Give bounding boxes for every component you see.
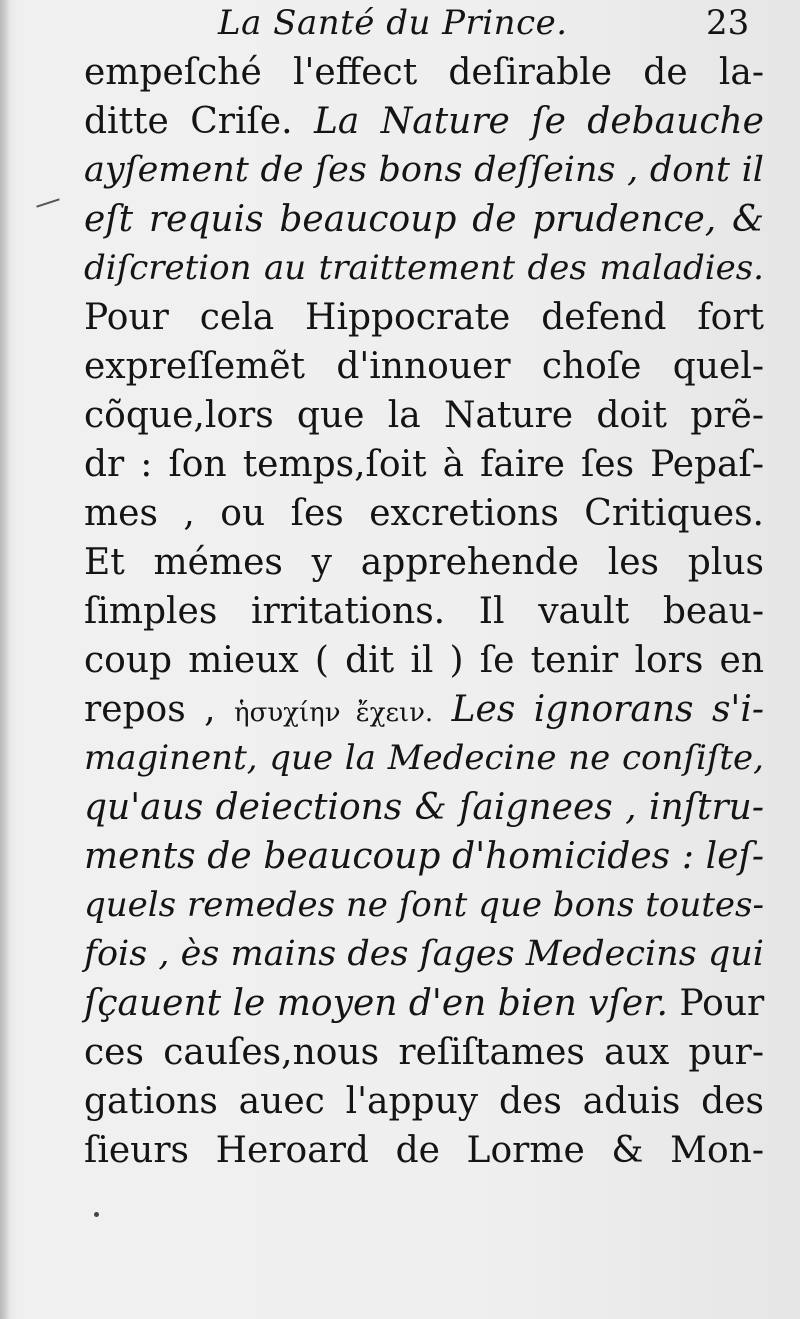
- text-line-5: diſcretion au traittement des maladies.: [84, 248, 764, 288]
- text-line-8: cõque,lors que la Nature doit prẽ-: [84, 395, 764, 436]
- text-line-11: Et mémes y apprehende les plus: [84, 542, 764, 583]
- text-line-6: Pour cela Hippocrate defend fort: [84, 297, 764, 338]
- text-line-21: ces cauſes,nous reſiſtames aux pur-: [84, 1032, 764, 1073]
- greek-phrase: ἡσυχίην ἔχειν.: [234, 698, 434, 728]
- text-line-9: dr : ſon temps,ſoit à faire ſes Pepaſ-: [84, 444, 764, 485]
- text-line-16: qu'aus deiections & ſaignees , inſtru-: [84, 787, 764, 828]
- text-line-14: repos , ἡσυχίην ἔχειν. Les ignorans s'i-: [84, 689, 764, 730]
- text-line-20: ſçauent le moyen d'en bien vſer. Pour: [84, 983, 765, 1024]
- spine-shadow: [0, 0, 10, 1319]
- ink-speck: [94, 1212, 99, 1217]
- text-line-19: fois , ès mains des ſages Medecins qui: [84, 934, 764, 974]
- text-line-10: mes , ou ſes excretions Critiques.: [84, 493, 764, 534]
- text-line-17: ments de beaucoup d'homicides : leſ-: [84, 836, 764, 877]
- text-line-12: ſimples irritations. Il vault beau-: [84, 591, 764, 632]
- text-line-23: ſieurs Heroard de Lorme & Mon-: [84, 1130, 764, 1171]
- text-line-2: ditte Criſe. La Nature ſe debauche: [84, 101, 764, 142]
- text-line-22: gations auec l'appuy des aduis des: [84, 1081, 764, 1122]
- page-header: [0, 2, 800, 44]
- page-number: 23: [706, 3, 750, 43]
- text-line-1: empeſché l'effect deſirable de la-: [84, 52, 764, 93]
- text-line-3: ayſement de ſes bons deſſeins , dont il: [84, 150, 764, 190]
- body-text: [84, 48, 764, 1175]
- text-line-18: quels remedes ne ſont que bons toutes-: [84, 885, 764, 925]
- running-head: La Santé du Prince.: [218, 3, 568, 43]
- text-line-7: expreſſemẽt d'innouer choſe quel-: [84, 346, 764, 387]
- margin-mark: [36, 198, 59, 207]
- text-line-13: coup mieux ( dit il ) ſe tenir lors en: [84, 640, 764, 681]
- text-line-15: maginent, que la Medecine ne conſiſte,: [84, 738, 764, 778]
- text-line-4: eſt requis beaucoup de prudence, &: [84, 199, 764, 240]
